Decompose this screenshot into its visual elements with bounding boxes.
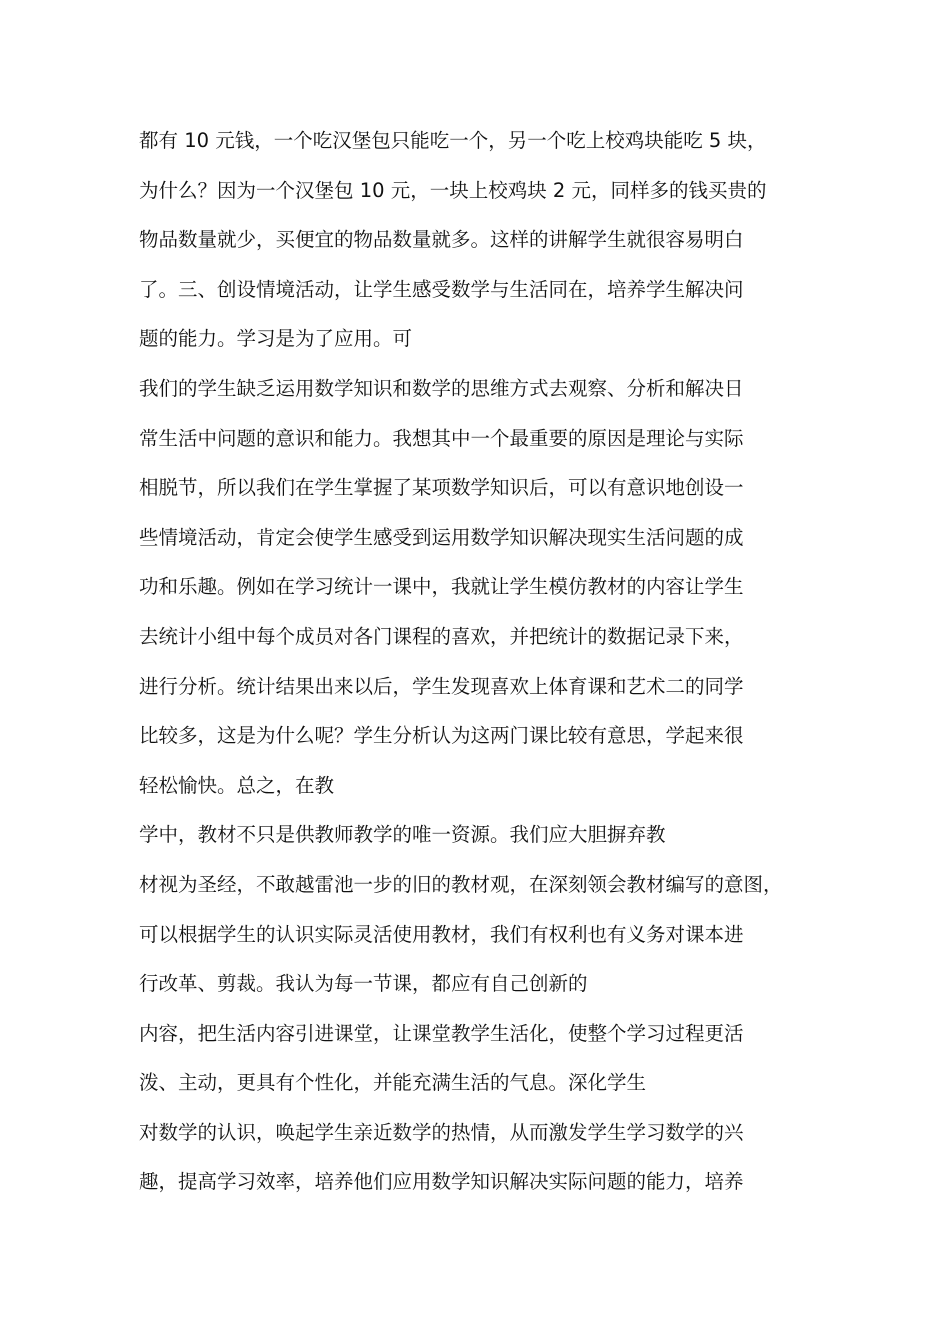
text-line: 材视为圣经，不敢越雷池一步的旧的教材观，在深刻领会教材编写的意图， [139, 872, 783, 896]
body-text [139, 116, 829, 1207]
text-line: 比较多，这是为什么呢？学生分析认为这两门课比较有意思，学起来很 [139, 724, 744, 748]
text-line: 学中，教材不只是供教师教学的唯一资源。我们应大胆摒弃教 [139, 823, 666, 847]
text-line: 轻松愉快。总之，在教 [139, 773, 335, 797]
text-line: 些情境活动，肯定会使学生感受到运用数学知识解决现实生活问题的成 [139, 525, 744, 549]
text-line: 行改革、剪裁。我认为每一节课，都应有自己创新的 [139, 972, 588, 996]
text-line: 题的能力。学习是为了应用。可 [139, 327, 413, 351]
text-line: 功和乐趣。例如在学习统计一课中，我就让学生模仿教材的内容让学生 [139, 575, 744, 599]
text-line: 去统计小组中每个成员对各门课程的喜欢，并把统计的数据记录下来， [139, 624, 744, 648]
text-line: 都有 10 元钱，一个吃汉堡包只能吃一个，另一个吃上校鸡块能吃 5 块， [139, 129, 767, 152]
text-line: 泼、主动，更具有个性化，并能充满生活的气息。深化学生 [139, 1071, 647, 1095]
text-line: 内容，把生活内容引进课堂，让课堂教学生活化，使整个学习过程更活 [139, 1021, 744, 1045]
text-line: 可以根据学生的认识实际灵活使用教材，我们有权利也有义务对课本进 [139, 922, 744, 946]
text-line: 我们的学生缺乏运用数学知识和数学的思维方式去观察、分析和解决日 [139, 376, 744, 400]
text-line: 趣，提高学习效率，培养他们应用数学知识解决实际问题的能力，培养 [139, 1170, 744, 1194]
text-line: 为什么？因为一个汉堡包 10 元，一块上校鸡块 2 元，同样多的钱买贵的 [139, 178, 767, 202]
text-line: 物品数量就少，买便宜的物品数量就多。这样的讲解学生就很容易明白 [139, 228, 744, 252]
text-line: 对数学的认识，唤起学生亲近数学的热情，从而激发学生学习数学的兴 [139, 1120, 744, 1144]
text-line: 相脱节，所以我们在学生掌握了某项数学知识后，可以有意识地创设一 [139, 476, 744, 500]
text-line: 进行分析。统计结果出来以后，学生发现喜欢上体育课和艺术二的同学 [139, 674, 744, 698]
text-line: 常生活中问题的意识和能力。我想其中一个最重要的原因是理论与实际 [139, 426, 744, 450]
text-line: 了。三、创设情境活动，让学生感受数学与生活同在，培养学生解决问 [139, 277, 744, 301]
